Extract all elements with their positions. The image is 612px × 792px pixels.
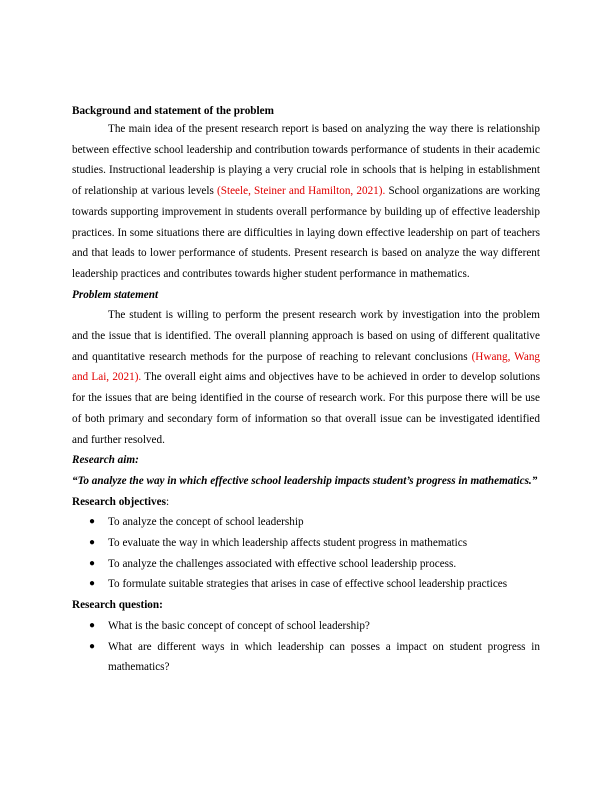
problem-statement-paragraph (72, 305, 540, 450)
list-item-text: To evaluate the way in which leadership affects student progress in mathematics (108, 537, 468, 550)
section-heading: Background and statement of the problem (72, 105, 274, 117)
bullet-icon: ● (89, 640, 96, 652)
list-item (72, 554, 540, 575)
problem-statement-heading: Problem statement (72, 288, 159, 301)
list-item (72, 574, 540, 595)
background-text-2: School organizations are working towards supporting improvement in students overall performance by building up of effective leadership practices. In some situations there are difficulties in laying down effective leadership on part of teachers and that leads to lower performance of students. Present research is based on analyze the way different leadership practices and contributes towards higher student performance in mathematics. (72, 185, 541, 280)
problem-text-1: The student is willing to perform the present research work by investigation into the problem and the issue that is identified. The overall planning approach is based on using of different qualitative and quantitative research methods for the purpose of reaching to relevant conclusions (72, 309, 540, 363)
research-objectives-title: Research objectives (72, 495, 166, 508)
list-item-text: What are different ways in which leadership can posses a impact on student progress in mathematics? (108, 640, 540, 674)
research-aim-heading: Research aim: (72, 454, 139, 467)
research-objectives-list (72, 512, 540, 595)
problem-text-2: The overall eight aims and objectives have to be achieved in order to develop solutions for the issues that are being identified in the course of research work. For this purpose there will be use of both primary and secondary form of information so that overall issue can be investigated identified and further resolved. (72, 371, 540, 446)
bullet-icon: ● (89, 619, 96, 631)
research-aim-quote: “To analyze the way in which effective school leadership impacts student’s progress in mathematics.” (72, 474, 538, 487)
research-objectives-heading (72, 492, 540, 513)
bullet-icon: ● (89, 537, 96, 549)
bullet-icon: ● (89, 557, 96, 569)
background-text-1: The main idea of the present research report is based on analyzing the way there is relationship between effective school leadership and contribution towards performance of students in their academic studies. Instructional leadership is playing a very crucial role in schools that is helping in establishment of relationship at various levels (72, 123, 540, 198)
list-item-text: To analyze the concept of school leadership (108, 516, 304, 529)
list-item (72, 616, 540, 637)
list-item (72, 533, 540, 554)
problem-citation: (Hwang, Wang and Lai, 2021). (72, 350, 541, 384)
background-paragraph (72, 119, 540, 285)
research-question-list (72, 616, 540, 678)
research-question-heading: Research question: (72, 599, 163, 612)
bullet-icon: ● (89, 578, 96, 590)
list-item-text: What is the basic concept of concept of school leadership? (108, 619, 370, 632)
document-page (72, 104, 540, 678)
list-item-text: To formulate suitable strategies that arises in case of effective school leadership practices (108, 578, 508, 591)
list-item (72, 637, 540, 678)
list-item (72, 512, 540, 533)
list-item-text: To analyze the challenges associated with effective school leadership process. (108, 557, 457, 570)
research-objectives-colon: : (165, 495, 170, 508)
background-citation: (Steele, Steiner and Hamilton, 2021). (217, 185, 386, 198)
bullet-icon: ● (89, 516, 96, 528)
